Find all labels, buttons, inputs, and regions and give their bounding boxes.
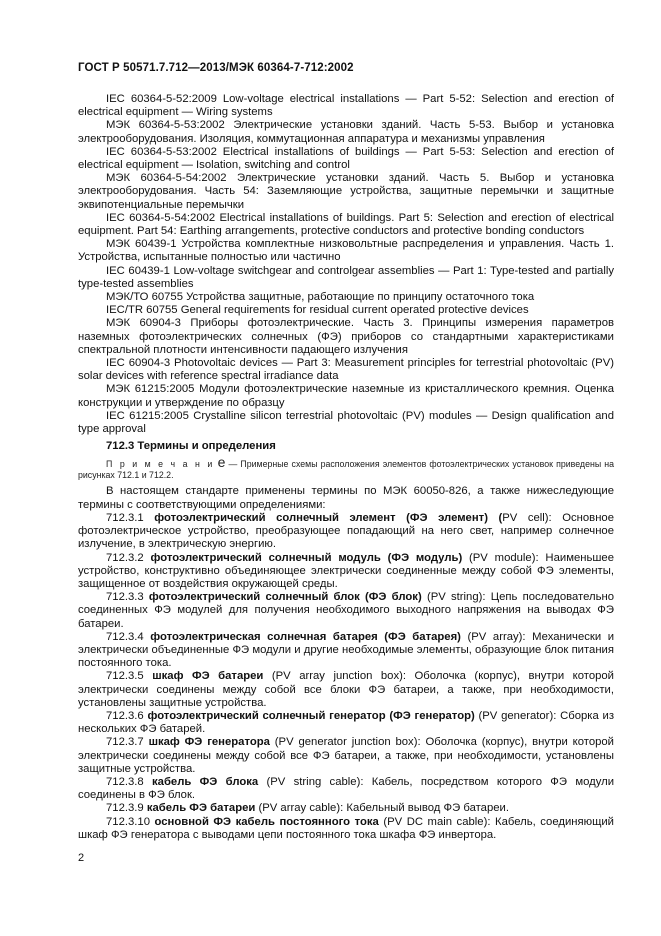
- term-text: Кабельный вывод ФЭ батареи.: [343, 802, 509, 815]
- term-text: Основное фотоэлектрическое устройство, преобразующее попадающий на него свет, например солнечное излучение, в электрическую энергию.: [78, 511, 614, 551]
- note-text: — Примерные схемы расположения элементов фотоэлектрических установок приведены на рисунках 712.1 и 712.2.: [78, 459, 614, 481]
- term-number: 712.3.6: [106, 709, 144, 722]
- term-name: фотоэлектрический солнечный блок (ФЭ блок): [148, 591, 422, 604]
- term-number: 712.3.10: [106, 815, 150, 828]
- document-header: ГОСТ Р 50571.7.712—2013/МЭК 60364-7-712:2002: [78, 62, 354, 74]
- reference-entry: МЭК 60904-3 Приборы фотоэлектрические. Часть 3. Принципы измерения параметров наземных фотоэлектрических солнечных (ФЭ) приборов со стандартными характеристиками спектральной плотности интенсивности падающего излучения: [78, 317, 614, 356]
- term-definition: [78, 776, 614, 802]
- term-name: шкаф ФЭ генератора: [148, 736, 270, 749]
- term-english: (PV array junction box):: [263, 670, 407, 683]
- term-definition: [78, 710, 614, 736]
- reference-entry: IEC 60364-5-52:2009 Low-voltage electrical installations — Part 5-52: Selection and erection of electrical equipment — Wiring systems: [78, 93, 614, 119]
- term-english: (PV DC main cable):: [378, 815, 491, 828]
- reference-entry: МЭК 60364-5-54:2002 Электрические установки зданий. Часть 5. Выбор и установка электрооборудования. Часть 54: Заземляющие устройства, защитные перемычки и защитные эквипотенциальные перемычки: [78, 172, 614, 211]
- term-text: Наименьшее устройство, конструктивно объединяющее электрически соединенные между собой ФЭ элементы, защищенное от воздействия окружающей среды.: [78, 551, 614, 590]
- reference-entry: IEC 60364-5-53:2002 Electrical installations of buildings — Part 5-53: Selection and erection of electrical equipment — Isolation, switching and control: [78, 145, 614, 172]
- reference-entry: IEC 60364-5-54:2002 Electrical installations of buildings. Part 5: Selection and erection of electrical equipment. Part 54: Earthing arrangements, protective conductors and protective bonding conductors: [78, 211, 614, 238]
- term-number: 712.3.5: [106, 670, 144, 683]
- term-name: фотоэлектрический солнечный генератор (ФЭ генератор): [147, 709, 475, 722]
- term-definition: [78, 591, 614, 631]
- term-english: (PV array):: [460, 630, 526, 643]
- term-text: Цепь последовательно соединенных ФЭ модулей для получения необходимого выходного напряжения на выводах ФЭ батареи.: [78, 591, 615, 630]
- reference-entry: IEC 60439-1 Low-voltage switchgear and controlgear assemblies — Part 1: Type-tested and partially type-tested assemblies: [78, 264, 614, 290]
- term-english: (PV string cable):: [258, 775, 364, 788]
- document-body: [78, 93, 614, 842]
- note-label: П р и м е ч а н и: [106, 459, 215, 470]
- section-intro: В настоящем стандарте применены термины по МЭК 60050-826, а также нижеследующие термины с соответствующими определениями:: [78, 485, 614, 511]
- term-name: основной ФЭ кабель постоянного тока: [154, 815, 379, 828]
- reference-entry: МЭК 60364-5-53:2002 Электрические установки зданий. Часть 5-53. Выбор и установка электрооборудования. Изоляция, коммутационная аппаратура и механизмы управления: [78, 119, 614, 145]
- section-heading: 712.3 Термины и определения: [106, 440, 276, 453]
- term-name: кабель ФЭ батареи: [146, 802, 256, 815]
- term-text: Кабель, соединяющий шкаф ФЭ генератора с выводами цепи постоянного тока шкафа ФЭ инвертора.: [78, 815, 614, 841]
- reference-entry: МЭК 60439-1 Устройства комплектные низковольтные распределения и управления. Часть 1. Устройства, испытанные полностью или частично: [78, 238, 614, 264]
- page-number: 2: [78, 852, 85, 864]
- note-label-end: е: [217, 454, 226, 471]
- term-name: шкаф ФЭ батареи: [152, 670, 264, 683]
- term-definition: [78, 512, 614, 552]
- term-definition: [78, 802, 614, 815]
- term-name: фотоэлектрический солнечный элемент (ФЭ элемент) (: [154, 511, 503, 524]
- term-text: Оболочка (корпус), внутри которой электрически соединены между собой все блоки ФЭ батареи, а также, при необходимости, установлены защитные устройства.: [78, 670, 614, 709]
- term-text: Механически и электрически объединенные ФЭ модули и другие необходимые элементы, образующие блок питания постоянного тока.: [78, 630, 615, 670]
- term-definition: [78, 552, 614, 592]
- term-english: (PV string):: [421, 591, 486, 604]
- term-name: фотоэлектрическая солнечная батарея (ФЭ батарея): [150, 630, 461, 643]
- term-english: (PV module):: [462, 551, 539, 564]
- term-number: 712.3.3: [106, 591, 144, 604]
- reference-entry: IEC 61215:2005 Crystalline silicon terrestrial photovoltaic (PV) modules — Design qualification and type approval: [78, 409, 614, 436]
- term-definition: [78, 736, 614, 776]
- term-number: 712.3.4: [106, 630, 144, 643]
- reference-entry: IEC 60904-3 Photovoltaic devices — Part 3: Measurement principles for terrestrial photovoltaic (PV) solar devices with reference spectral irradiance data: [78, 357, 614, 383]
- term-number: 712.3.2: [106, 551, 144, 564]
- reference-entry: МЭК 61215:2005 Модули фотоэлектрические наземные из кристаллического кремния. Оценка конструкции и утверждение по образцу: [78, 383, 614, 409]
- term-definition: [78, 670, 614, 710]
- term-number: 712.3.9: [106, 802, 144, 815]
- term-number: 712.3.8: [106, 775, 144, 788]
- term-english: PV cell):: [502, 511, 552, 524]
- term-english: (PV array cable):: [255, 802, 344, 815]
- term-definition: [78, 816, 614, 842]
- term-number: 712.3.7: [106, 736, 144, 749]
- term-name: кабель ФЭ блока: [152, 775, 259, 788]
- term-definition: [78, 631, 614, 671]
- term-name: фотоэлектрический солнечный модуль (ФЭ модуль): [150, 551, 463, 564]
- term-english: (PV generator junction box):: [269, 736, 421, 749]
- term-english: (PV generator):: [474, 709, 557, 722]
- term-number: 712.3.1: [106, 511, 144, 524]
- term-text: Оболочка (корпус), внутри которой электрически соединены между собой все ФЭ батареи, а также, при необходимости, установлены защитные устройства.: [78, 736, 614, 775]
- reference-entry: МЭК/ТО 60755 Устройства защитные, работающие по принципу остаточного тока: [106, 291, 535, 304]
- term-text: Сборка из нескольких ФЭ батарей.: [78, 709, 615, 736]
- section-note: [78, 454, 614, 481]
- reference-entry: IEC/TR 60755 General requirements for residual current operated protective devices: [106, 304, 529, 317]
- term-text: Кабель, посредством которого ФЭ модули соединены в ФЭ блок.: [78, 775, 615, 802]
